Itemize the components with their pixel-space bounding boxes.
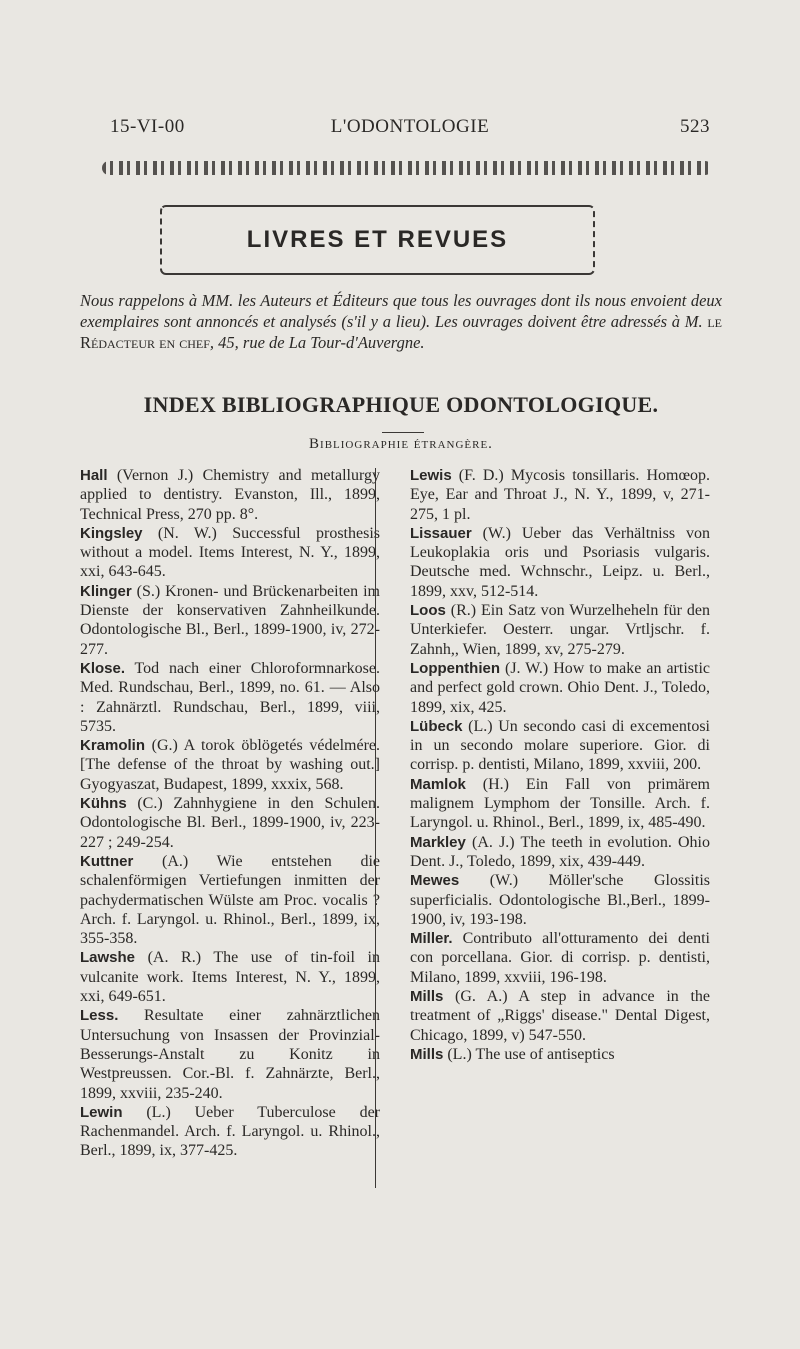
- bibliography-entry: [80, 948, 380, 1006]
- title-rule: [382, 432, 424, 433]
- author-name: Mewes: [410, 872, 460, 890]
- bibliography-entry: [80, 852, 380, 948]
- bibliography-entry: [410, 659, 710, 717]
- author-name: Kuttner: [80, 852, 134, 870]
- author-name: Markley: [410, 833, 466, 851]
- ornamental-border: [102, 161, 712, 175]
- bibliography-entry: [410, 601, 710, 659]
- entry-text: (L.) Ueber Tuberculose der Rachenmandel. Arch. f. Laryngol. u. Rhinol., Berl., 1899, ix, 377-425.: [80, 1103, 380, 1160]
- page-number: 523: [680, 116, 710, 137]
- author-name: Klinger: [80, 582, 132, 600]
- entry-text: (L.) Un secondo casi di excementosi in un secondo molare superiore. Gior. di corrisp. p. dentisti, Milano, 1899, xxviii, 200.: [410, 717, 710, 774]
- bibliography-entry: [410, 466, 710, 524]
- entry-text: (Vernon J.) Chemistry and metallurgy applied to dentistry. Evanston, Ill., 1899, Technical Press, 270 pp. 8°.: [80, 467, 380, 523]
- entry-text: Resultate einer zahnärztlichen Untersuchung von Insassen der Provinzial-Besserungs-Anstalt zu Konitz in Westpreussen. Cor.-Bl. f. Zahnärzte, Berl., 1899, xxviii, 235-240.: [80, 1007, 380, 1102]
- entry-text: (A. R.) The use of tin-foil in vulcanite work. Items Interest, N. Y., 1899, xxi, 649-651.: [80, 949, 380, 1006]
- section-title: Bibliographie étrangère.: [309, 436, 493, 452]
- bibliography-entry: [80, 736, 380, 794]
- entry-text: Contributo all'otturamento dei denti con porcellana. Gior. di corrisp. p. dentisti, Milano, 1899, xxviii, 196-198.: [410, 930, 710, 986]
- entry-text: (G.) A torok öblögetés védelmére. [The defense of the throat by washing out.] Gyogyaszat, Budapest, 1899, xxxix, 568.: [80, 737, 380, 793]
- entry-text: (A. J.) The teeth in evolution. Ohio Dent. J., Toledo, 1899, xix, 439-449.: [410, 833, 710, 870]
- author-name: Klose.: [80, 659, 126, 677]
- journal-title: L'ODONTOLOGIE: [330, 116, 490, 137]
- column-divider: [375, 468, 376, 1188]
- entry-text: (S.) Kronen- und Brückenarbeiten im Dienste der konservativen Zahnheilkunde. Odontologische Bl., Berl., 1899-1900, iv, 272-277.: [80, 582, 380, 658]
- bibliography-entry: [80, 659, 380, 736]
- author-name: Loppenthien: [410, 659, 500, 677]
- author-name: Mills: [410, 988, 444, 1006]
- bibliography-entry: [410, 717, 710, 775]
- banner-title: LIVRES ET REVUES: [246, 226, 509, 253]
- entry-text: (J. W.) How to make an artistic and perfect gold crown. Ohio Dent. J., Toledo, 1899, xix, 425.: [410, 659, 710, 716]
- bibliography-entry: [410, 775, 710, 833]
- bibliography-entry: [410, 929, 710, 987]
- entry-text: (L.) The use of antiseptics: [443, 1045, 615, 1063]
- entry-text: (N. W.) Successful prosthesis without a model. Items Interest, N. Y., 1899, xxi, 643-645.: [80, 524, 380, 581]
- bibliography-entry: [80, 582, 380, 659]
- notice-paragraph: [80, 290, 722, 353]
- author-name: Kingsley: [80, 524, 143, 542]
- author-name: Loos: [410, 602, 446, 620]
- entry-text: (C.) Zahnhygiene in den Schulen. Odontologische Bl. Berl., 1899-1900, iv, 223-227 ; 249-254.: [80, 795, 380, 851]
- header-date: 15-VI-00: [110, 116, 185, 137]
- bibliography-entry: [80, 524, 380, 582]
- notice-text-1: Nous rappelons à MM. les Auteurs et Éditeurs que tous les ouvrages dont ils nous envoient deux exemplaires sont annoncés et analysés (s'il y a lieu). Les ouvrages doivent être adressés à M.: [80, 291, 722, 331]
- right-column: [410, 466, 710, 1064]
- author-name: Lawshe: [80, 949, 136, 967]
- author-name: Less.: [80, 1007, 119, 1025]
- author-name: Kühns: [80, 795, 127, 813]
- entry-text: (W.) Ueber das Verhältniss von Leukoplakia oris und Psoriasis vulgaris. Deutsche med. Wchnschr., Leipz. u. Berl., 1899, xxv, 512-514.: [410, 524, 710, 600]
- bibliography-entry: [80, 466, 380, 524]
- author-name: Miller.: [410, 930, 453, 948]
- bibliography-entry: [410, 871, 710, 929]
- entry-text: (R.) Ein Satz von Wurzelheheln für den Unterkiefer. Oesterr. ungar. Vrtljschr. f. Zahnh,, Wien, 1899, xv, 275-279.: [410, 602, 710, 658]
- author-name: Mamlok: [410, 775, 466, 793]
- left-column: [80, 466, 380, 1161]
- bibliography-entry: [410, 987, 710, 1045]
- notice-recipient: le Rédacteur en chef: [80, 312, 722, 352]
- bibliography-entry: [410, 524, 710, 601]
- entry-text: (G. A.) A step in advance in the treatment of „Riggs' disease." Dental Digest, Chicago, 1899, v) 547-550.: [410, 988, 710, 1044]
- author-name: Kramolin: [80, 737, 146, 755]
- author-name: Hall: [80, 467, 108, 484]
- bibliography-entry: [80, 794, 380, 852]
- author-name: Lübeck: [410, 717, 463, 735]
- section-banner: [160, 205, 595, 275]
- author-name: Lissauer: [410, 524, 472, 542]
- author-name: Mills: [410, 1045, 444, 1063]
- bibliography-entry: [410, 1045, 710, 1064]
- entry-text: (H.) Ein Fall von primärem malignem Lymphom der Tonsille. Arch. f. Laryngol. u. Rhinol., Berl., 1899, ix, 485-490.: [410, 775, 710, 832]
- bibliography-entry: [80, 1103, 380, 1161]
- entry-text: Tod nach einer Chloroformnarkose. Med. Rundschau, Berl., 1899, no. 61. — Also : Zahnärztl. Rundschau, Berl., 1899, viii, 5735.: [80, 659, 380, 735]
- index-title: INDEX BIBLIOGRAPHIQUE ODONTOLOGIQUE.: [143, 392, 659, 417]
- entry-text: (W.) Möller'sche Glossitis superficialis. Odontologische Bl.,Berl., 1899-1900, iv, 193-198.: [410, 872, 710, 928]
- bibliography-entry: [80, 1006, 380, 1102]
- author-name: Lewin: [80, 1103, 123, 1121]
- author-name: Lewis: [410, 467, 452, 484]
- entry-text: (A.) Wie entstehen die schalenförmigen Vertiefungen inmitten der pachydermatischen Wülste am Proc. vocalis ? Arch. f. Laryngol. u. Rhinol., Berl., 1899, ix, 355-358.: [80, 852, 380, 948]
- entry-text: (F. D.) Mycosis tonsillaris. Homœop. Eye, Ear and Throat J., N. Y., 1899, v, 271-275, 1 pl.: [410, 467, 710, 523]
- notice-text-2: , 45, rue de La Tour-d'Auvergne.: [209, 333, 425, 352]
- bibliography-entry: [410, 833, 710, 872]
